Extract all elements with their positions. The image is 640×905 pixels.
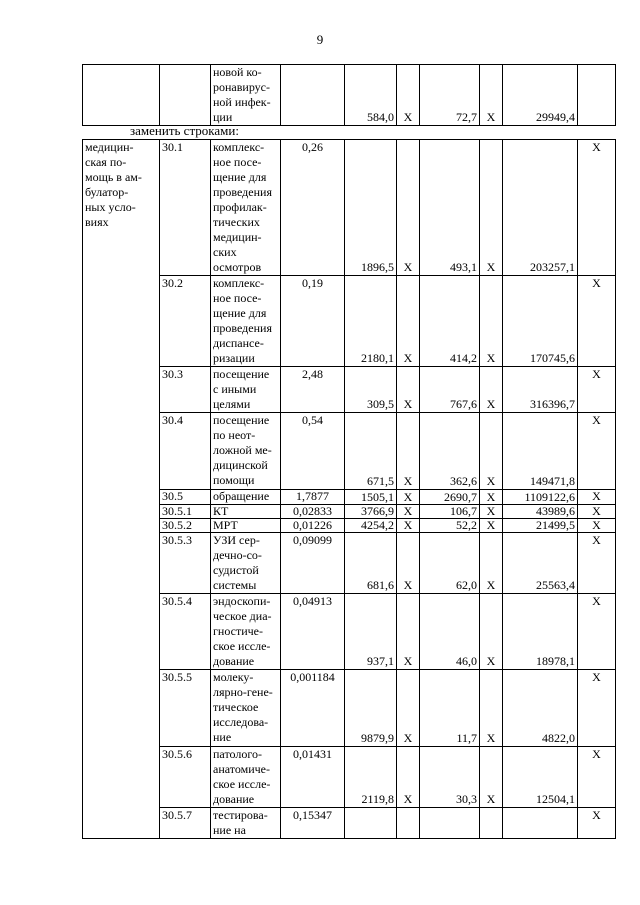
cell-x: X — [578, 533, 616, 594]
cell-value: 4254,2 — [345, 519, 397, 533]
cell-x: X — [578, 276, 616, 367]
cell-x: X — [480, 276, 503, 367]
cell-x: X — [397, 413, 420, 490]
cell-value: 18978,1 — [503, 594, 578, 670]
cell-name: посещение с иными целями — [211, 367, 281, 413]
cell-value: 362,6 — [420, 413, 480, 490]
cell-x: X — [397, 533, 420, 594]
cell-value: 9879,9 — [345, 670, 397, 747]
cell-x: X — [397, 519, 420, 533]
cell-value: 2690,7 — [420, 490, 480, 505]
cell-value: 3766,9 — [345, 505, 397, 519]
cell-value: 170745,6 — [503, 276, 578, 367]
page-number: 9 — [316, 32, 324, 47]
cell-row-number: 30.5.7 — [160, 808, 211, 839]
cell-name: молеку- лярно-гене- тическое исследова- ние — [211, 670, 281, 747]
cell-value: 52,2 — [420, 519, 480, 533]
cell-value: 46,0 — [420, 594, 480, 670]
cell-x: X — [578, 505, 616, 519]
cell-value — [345, 808, 397, 839]
cell-name: КТ — [211, 505, 281, 519]
cell-value: 493,1 — [420, 140, 480, 276]
cell-x: X — [480, 747, 503, 808]
cell-value: 21499,5 — [503, 519, 578, 533]
cell-row-number: 30.5.6 — [160, 747, 211, 808]
table-row — [83, 490, 616, 505]
table-row — [83, 519, 616, 533]
cell-value: 2180,1 — [345, 276, 397, 367]
cell-row-number: 30.2 — [160, 276, 211, 367]
cell-value: 62,0 — [420, 533, 480, 594]
cell-x: X — [480, 490, 503, 505]
table-row — [83, 505, 616, 519]
cell-name: тестирова- ние на — [211, 808, 281, 839]
cell-value: 681,6 — [345, 533, 397, 594]
cell-value: 309,5 — [345, 367, 397, 413]
cell-value: 2119,8 — [345, 747, 397, 808]
replace-note: заменить строками: — [130, 123, 239, 138]
cell-name: посещение по неот- ложной ме- дицинской помощи — [211, 413, 281, 490]
cell-value — [420, 808, 480, 839]
cell-category: медицин- ская по- мощь в ам- булатор- ных усло- виях — [83, 140, 160, 839]
cell-x: X — [480, 65, 503, 126]
cell-norm: 0,15347 — [281, 808, 345, 839]
cell-norm: 0,01226 — [281, 519, 345, 533]
table-row — [83, 808, 616, 839]
table-fragment-top — [82, 64, 616, 126]
cell-x: X — [578, 594, 616, 670]
table-row — [83, 413, 616, 490]
cell-value: 1505,1 — [345, 490, 397, 505]
cell-value: 30,3 — [420, 747, 480, 808]
cell-row-number: 30.5.2 — [160, 519, 211, 533]
table-row — [83, 533, 616, 594]
cell-x: X — [480, 594, 503, 670]
cell-norm: 0,26 — [281, 140, 345, 276]
cell-x: X — [480, 140, 503, 276]
cell-value: 584,0 — [345, 65, 397, 126]
table-row — [83, 594, 616, 670]
cell-value: 414,2 — [420, 276, 480, 367]
cell-x: X — [397, 490, 420, 505]
cell-x — [480, 808, 503, 839]
cell-name: патолого- анатомиче- ское иссле- дование — [211, 747, 281, 808]
cell-x: X — [480, 533, 503, 594]
cell-norm: 0,001184 — [281, 670, 345, 747]
cell-row-number: 30.5.1 — [160, 505, 211, 519]
cell-blank — [578, 65, 616, 126]
table-row — [83, 65, 616, 126]
cell-value: 12504,1 — [503, 747, 578, 808]
table-row — [83, 276, 616, 367]
cell-norm: 0,04913 — [281, 594, 345, 670]
cell-x: X — [480, 413, 503, 490]
table-row — [83, 747, 616, 808]
cell-blank — [83, 65, 160, 126]
cell-value: 4822,0 — [503, 670, 578, 747]
table-row — [83, 140, 616, 276]
table-row — [83, 367, 616, 413]
cell-norm: 1,7877 — [281, 490, 345, 505]
cell-x: X — [397, 367, 420, 413]
cell-x: X — [480, 519, 503, 533]
cell-x: X — [397, 65, 420, 126]
cell-name: комплекс- ное посе- щение для проведения диспансе- ризации — [211, 276, 281, 367]
cell-value: 316396,7 — [503, 367, 578, 413]
cell-x: X — [578, 413, 616, 490]
cell-value: 937,1 — [345, 594, 397, 670]
cell-x: X — [397, 670, 420, 747]
cell-x: X — [578, 140, 616, 276]
cell-norm: 0,19 — [281, 276, 345, 367]
cell-x: X — [397, 747, 420, 808]
cell-norm: 0,09099 — [281, 533, 345, 594]
cell-norm: 0,02833 — [281, 505, 345, 519]
cell-value: 72,7 — [420, 65, 480, 126]
cell-x: X — [397, 140, 420, 276]
cell-value: 43989,6 — [503, 505, 578, 519]
cell-value: 767,6 — [420, 367, 480, 413]
cell-value: 203257,1 — [503, 140, 578, 276]
cell-x: X — [480, 670, 503, 747]
cell-row-number: 30.5.4 — [160, 594, 211, 670]
cell-name: комплекс- ное посе- щение для проведения профилак- тических медицин- ских осмотров — [211, 140, 281, 276]
cell-blank — [160, 65, 211, 126]
cell-value: 149471,8 — [503, 413, 578, 490]
cell-row-number: 30.5 — [160, 490, 211, 505]
cell-x: X — [578, 519, 616, 533]
cell-norm: 0,01431 — [281, 747, 345, 808]
cell-norm: 2,48 — [281, 367, 345, 413]
cell-name: новой ко- ронавирус- ной инфек- ции — [211, 65, 281, 126]
cell-row-number: 30.3 — [160, 367, 211, 413]
cell-name: МРТ — [211, 519, 281, 533]
cell-blank — [281, 65, 345, 126]
cell-value: 1896,5 — [345, 140, 397, 276]
cell-x: X — [578, 367, 616, 413]
cell-name: эндоскопи- ческое диа- гностиче- ское иссле- дование — [211, 594, 281, 670]
cell-x: X — [578, 747, 616, 808]
cell-x: X — [578, 808, 616, 839]
cell-value: 11,7 — [420, 670, 480, 747]
cell-x: X — [480, 367, 503, 413]
cell-x: X — [397, 594, 420, 670]
cell-value: 25563,4 — [503, 533, 578, 594]
data-table — [82, 139, 616, 839]
cell-name: УЗИ сер- дечно-со- судистой системы — [211, 533, 281, 594]
cell-x — [397, 808, 420, 839]
cell-norm: 0,54 — [281, 413, 345, 490]
cell-x: X — [397, 276, 420, 367]
cell-row-number: 30.1 — [160, 140, 211, 276]
cell-row-number: 30.5.5 — [160, 670, 211, 747]
cell-x: X — [578, 670, 616, 747]
cell-value — [503, 808, 578, 839]
cell-name: обращение — [211, 490, 281, 505]
cell-row-number: 30.4 — [160, 413, 211, 490]
cell-value: 671,5 — [345, 413, 397, 490]
cell-x: X — [578, 490, 616, 505]
cell-value: 1109122,6 — [503, 490, 578, 505]
cell-row-number: 30.5.3 — [160, 533, 211, 594]
cell-x: X — [480, 505, 503, 519]
table-row — [83, 670, 616, 747]
cell-value: 29949,4 — [503, 65, 578, 126]
cell-value: 106,7 — [420, 505, 480, 519]
cell-x: X — [397, 505, 420, 519]
